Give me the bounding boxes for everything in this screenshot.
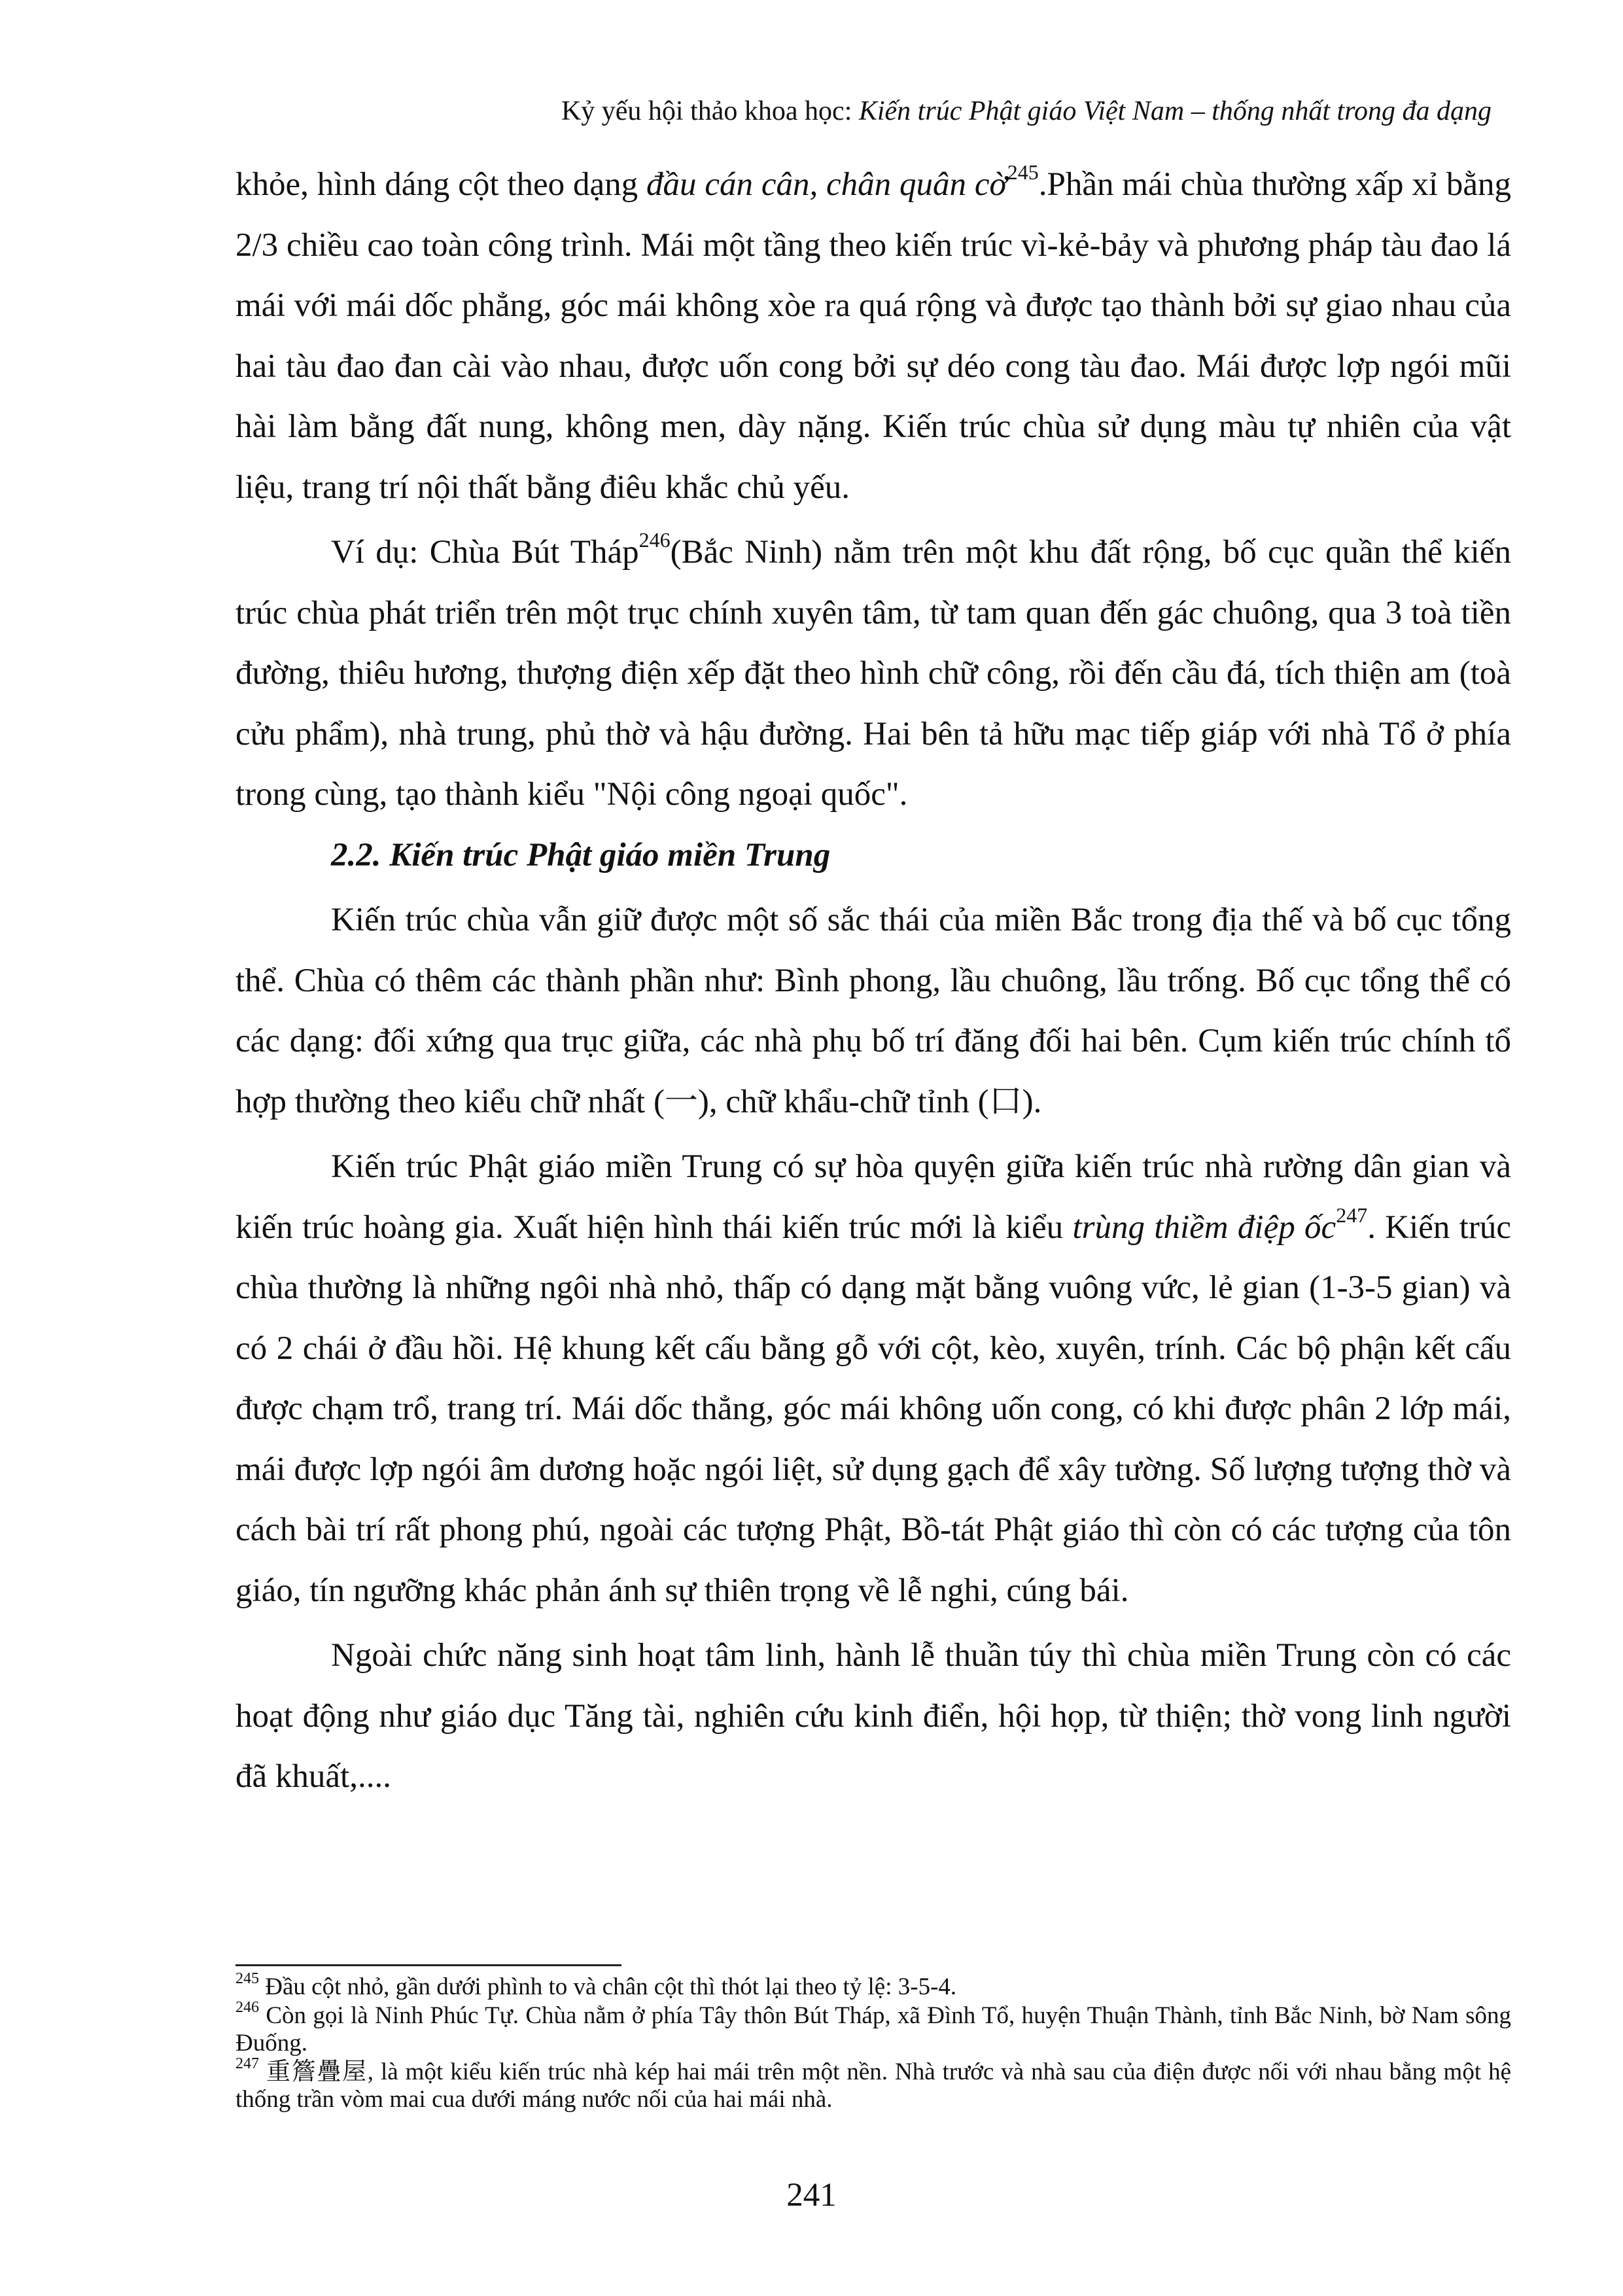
footnote-246 [236, 1998, 1511, 2057]
footnote-245 [236, 1969, 1511, 2001]
paragraph-3: Kiến trúc chùa vẫn giữ được một số sắc thái của miền Bắc trong địa thế và bố cục tổng thể. Chùa có thêm các thành phần như: Bình phong, lầu chuông, lầu trống. Bố cục tổng thể có các dạng: đối xứng qua trục giữa, các nhà phụ bố trí đăng đối hai bên. Cụm kiến trúc chính tổ hợp thường theo kiểu chữ nhất (一), chữ khẩu-chữ tỉnh (口). [236, 902, 1511, 1120]
footnote-text: Còn gọi là Ninh Phúc Tự. Chùa nằm ở phía Tây thôn Bút Tháp, xã Đình Tổ, huyện Thuận Thành, tỉnh Bắc Ninh, bờ Nam sông Đuống. [236, 2002, 1511, 2057]
paragraph-4-text-a: Kiến trúc Phật giáo miền Trung có sự hòa quyện giữa kiến trúc nhà rường dân gian và kiến trúc hoàng gia. Xuất hiện hình thái kiến trúc mới là kiểu [236, 1148, 1511, 1246]
footnote-number: 245 [236, 1969, 259, 1987]
paragraph-1-italic: đầu cán cân, chân quân cờ [646, 166, 1007, 203]
paragraph-1-text-a: khỏe, hình dáng cột theo dạng [236, 166, 646, 203]
paragraph-2-text-b: (Bắc Ninh) nằm trên một khu đất rộng, bố cục quần thể kiến trúc chùa phát triển trên một trục chính xuyên tâm, từ tam quan đến gác chuông, qua 3 toà tiền đường, thiêu hương, thượng điện xếp đặt theo hình chữ công, rồi đến cầu đá, tích thiện am (toà cửu phẩm), nhà trung, phủ thờ và hậu đường. Hai bên tả hữu mạc tiếp giáp với nhà Tổ ở phía trong cùng, tạo thành kiểu "Nội công ngoại quốc". [236, 534, 1511, 813]
footnote-number: 246 [236, 1998, 259, 2016]
footnote-text: Đầu cột nhỏ, gần dưới phình to và chân cột thì thót lại theo tỷ lệ: 3-5-4. [259, 1973, 957, 2000]
paragraph-1-text-b: .Phần mái chùa thường xấp xỉ bằng 2/3 chiều cao toàn công trình. Mái một tầng theo kiến trúc vì-kẻ-bảy và phương pháp tàu đao lá mái với mái dốc phẳng, góc mái không xòe ra quá rộng và được tạo thành bởi sự giao nhau của hai tàu đao đan cài vào nhau, được uốn cong bởi sự déo cong tàu đao. Mái được lợp ngói mũi hài làm bằng đất nung, không men, dày nặng. Kiến trúc chùa sử dụng màu tự nhiên của vật liệu, trang trí nội thất bằng điêu khắc chủ yếu. [236, 166, 1511, 506]
footnote-divider [236, 1964, 621, 1966]
paragraph-2-text-a: Ví dụ: Chùa Bút Tháp [331, 534, 639, 571]
footnote-ref-246[interactable]: 246 [638, 528, 671, 552]
running-header [236, 92, 1492, 131]
page-number: 241 [786, 2177, 837, 2214]
paragraph-2 [236, 522, 1511, 825]
header-title: Kiến trúc Phật giáo Việt Nam – thống nhất trong đa dạng [858, 96, 1492, 126]
paragraph-4-italic: trùng thiềm điệp ốc [1072, 1209, 1336, 1246]
footnote-ref-245[interactable]: 245 [1007, 160, 1039, 184]
section-heading: 2.2. Kiến trúc Phật giáo miền Trung [331, 836, 831, 874]
footnote-text: 重簷疊屋, là một kiểu kiến trúc nhà kép hai mái trên một nền. Nhà trước và nhà sau của điện được nối với nhau bằng một hệ thống trần vòm mai cua dưới máng nước nối của hai mái nhà. [236, 2058, 1511, 2113]
paragraph-4-text-b: . Kiến trúc chùa thường là những ngôi nhà nhỏ, thấp có dạng mặt bằng vuông vức, lẻ gian (1-3-5 gian) và có 2 chái ở đầu hồi. Hệ khung kết cấu bằng gỗ với cột, kèo, xuyên, trính. Các bộ phận kết cấu được chạm trổ, trang trí. Mái dốc thẳng, góc mái không uốn cong, có khi được phân 2 lớp mái, mái được lợp ngói âm dương hoặc ngói liệt, sử dụng gạch để xây tường. Số lượng tượng thờ và cách bài trí rất phong phú, ngoài các tượng Phật, Bồ-tát Phật giáo thì còn có các tượng của tôn giáo, tín ngưỡng khác phản ánh sự thiên trọng về lễ nghi, cúng bái. [236, 1209, 1512, 1609]
paragraph-1 [236, 154, 1511, 518]
footnote-number: 247 [236, 2055, 259, 2072]
footnotes [236, 1969, 1511, 2115]
paragraph-5: Ngoài chức năng sinh hoạt tâm linh, hành lễ thuần túy thì chùa miền Trung còn có các hoạt động như giáo dục Tăng tài, nghiên cứu kinh điển, hội họp, từ thiện; thờ vong linh người đã khuất,.... [236, 1637, 1511, 1795]
main-text [236, 154, 1511, 1807]
paragraph-4 [236, 1137, 1511, 1621]
footnote-247 [236, 2055, 1511, 2113]
footnote-ref-247[interactable]: 247 [1336, 1203, 1368, 1227]
header-prefix: Kỷ yếu hội thảo khoa học: [561, 96, 859, 126]
